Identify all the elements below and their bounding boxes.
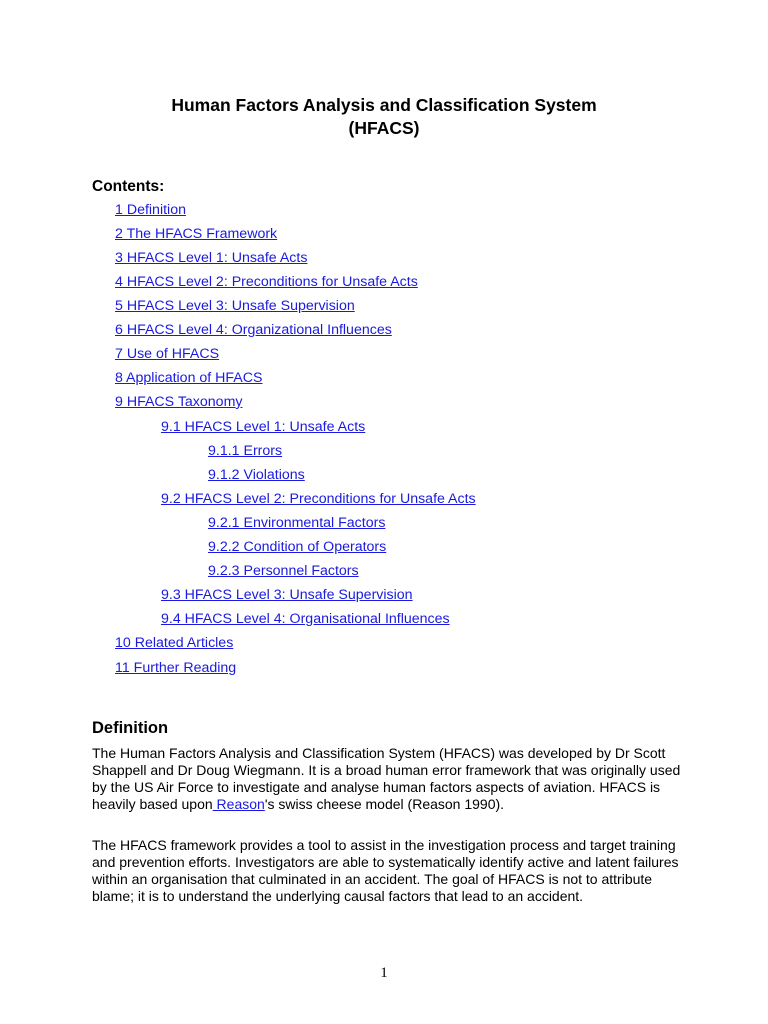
para1-text-after: 's swiss cheese model (Reason 1990). [264,796,505,812]
toc-link-9-1-2[interactable]: 9.1.2 Violations [208,467,305,483]
definition-paragraph-1 [92,745,692,813]
contents-heading: Contents: [92,178,165,195]
toc-link-4-level2[interactable]: 4 HFACS Level 2: Preconditions for Unsafe Acts [115,274,418,290]
toc-link-9-2[interactable]: 9.2 HFACS Level 2: Preconditions for Unsafe Acts [161,491,476,507]
definition-paragraph-2: The HFACS framework provides a tool to assist in the investigation process and target training and prevention efforts. Investigators are able to systematically identify active and latent failures within an organisation that culminated in an accident. The goal of HFACS is not to attribute blame; it is to understand the underlying causal factors that lead to an accident. [92,837,679,904]
reason-link[interactable]: Reason [212,796,265,812]
toc-link-9-4[interactable]: 9.4 HFACS Level 4: Organisational Influences [161,611,450,627]
toc-link-5-level3[interactable]: 5 HFACS Level 3: Unsafe Supervision [115,298,355,314]
toc-link-9-2-2[interactable]: 9.2.2 Condition of Operators [208,539,387,555]
toc-link-9-1[interactable]: 9.1 HFACS Level 1: Unsafe Acts [161,419,366,435]
toc-link-9-2-1[interactable]: 9.2.1 Environmental Factors [208,515,386,531]
toc-link-9-taxonomy[interactable]: 9 HFACS Taxonomy [115,394,243,410]
toc-link-9-2-3[interactable]: 9.2.3 Personnel Factors [208,563,359,579]
toc-link-7-use[interactable]: 7 Use of HFACS [115,346,220,362]
toc-link-2-framework[interactable]: 2 The HFACS Framework [115,226,278,242]
page-number: 1 [380,965,388,981]
toc-link-10-related[interactable]: 10 Related Articles [115,635,234,651]
title-line-1: Human Factors Analysis and Classification System [171,95,597,115]
definition-heading: Definition [92,719,169,737]
para1-text-before: The Human Factors Analysis and Classification System (HFACS) was developed by Dr Scott Shappell and Dr Doug Wiegmann. It is a broad human error framework that was originally used by the US Air Force to investigate and analyse human factors aspects of aviation. HFACS is heavily based upon [92,745,681,812]
title-line-2: (HFACS) [348,118,420,138]
toc-link-9-3[interactable]: 9.3 HFACS Level 3: Unsafe Supervision [161,587,413,603]
document-title [0,94,768,140]
toc-link-8-application[interactable]: 8 Application of HFACS [115,370,263,386]
toc-link-3-level1[interactable]: 3 HFACS Level 1: Unsafe Acts [115,250,308,266]
toc-link-9-1-1[interactable]: 9.1.1 Errors [208,443,283,459]
toc-link-11-reading[interactable]: 11 Further Reading [115,660,237,676]
toc-link-1-definition[interactable]: 1 Definition [115,202,186,218]
toc-link-6-level4[interactable]: 6 HFACS Level 4: Organizational Influences [115,322,392,338]
